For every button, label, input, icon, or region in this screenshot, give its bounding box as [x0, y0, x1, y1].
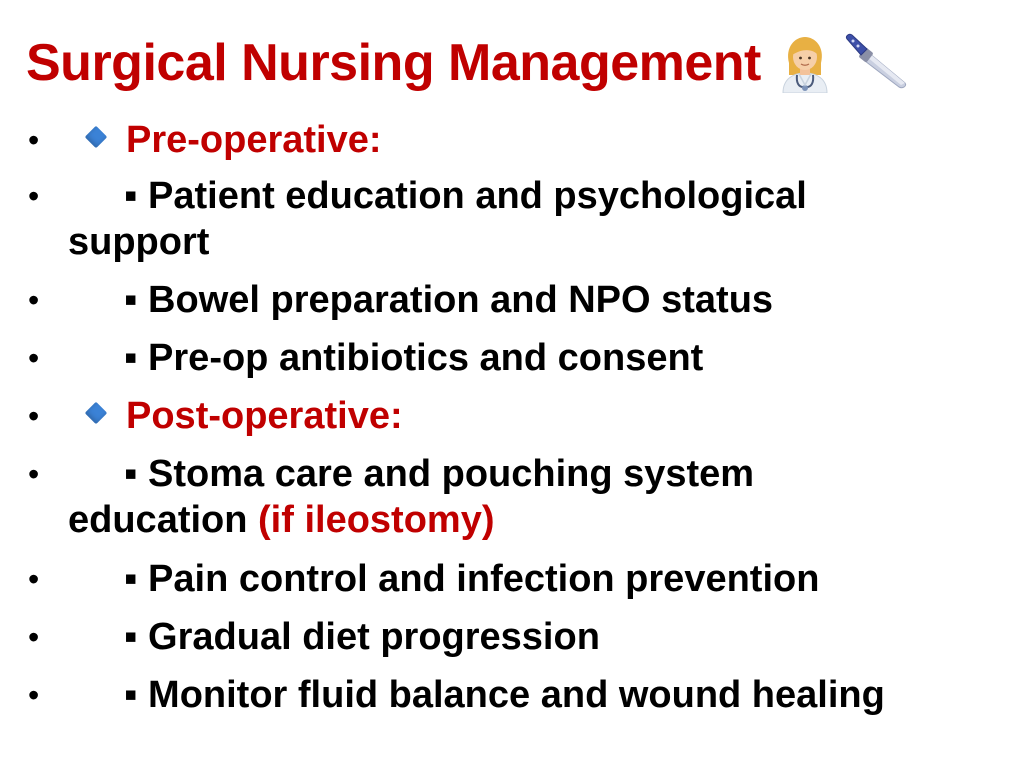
bullet-dot: • [28, 340, 40, 376]
sub-marker: ▪ [124, 558, 138, 600]
list-item-text: Patient education and psychological [148, 175, 807, 217]
list-item-content [68, 117, 382, 163]
bullet-dot: • [28, 561, 40, 597]
section-heading-postop: Post-operative: [126, 395, 403, 437]
sub-marker: ▪ [124, 674, 138, 716]
list-item-content [68, 393, 403, 439]
bullet-dot: • [28, 282, 40, 318]
bullet-dot: • [28, 619, 40, 655]
list-item-content [68, 277, 773, 323]
list-item-text: Bowel preparation and NPO status [148, 279, 774, 321]
list-item-continuation [68, 497, 495, 543]
list-item-content [68, 451, 754, 497]
bullet-dot: • [28, 677, 40, 713]
sub-marker: ▪ [124, 279, 138, 321]
sub-marker: ▪ [124, 175, 138, 217]
bullet-dot: • [28, 398, 40, 434]
sub-marker: ▪ [124, 616, 138, 658]
bullet-dot: • [28, 122, 40, 158]
bullet-dot: • [28, 456, 40, 492]
list-item-content [68, 556, 819, 602]
list-item-content [68, 614, 600, 660]
list-item-content [68, 672, 885, 718]
list-item-text: Pain control and infection prevention [148, 558, 820, 600]
list-item-content [68, 335, 703, 381]
list-item-continuation: support [68, 221, 210, 263]
sub-marker: ▪ [124, 453, 138, 495]
sub-marker: ▪ [124, 337, 138, 379]
blue-diamond-icon [68, 393, 126, 439]
slide-title: Surgical Nursing Management [26, 34, 761, 92]
list-item-text: Gradual diet progression [148, 616, 600, 658]
continuation-text: education [68, 499, 248, 541]
list-item-text: Stoma care and pouching system [148, 453, 755, 495]
section-heading-preop: Pre-operative: [126, 119, 382, 161]
bullet-dot: • [28, 178, 40, 214]
list-item-content [68, 173, 807, 219]
list-item-text: Pre-op antibiotics and consent [148, 337, 704, 379]
continuation-highlight: (if ileostomy) [258, 499, 495, 541]
blue-diamond-icon [68, 117, 126, 163]
list-item-text: Monitor fluid balance and wound healing [148, 674, 885, 716]
